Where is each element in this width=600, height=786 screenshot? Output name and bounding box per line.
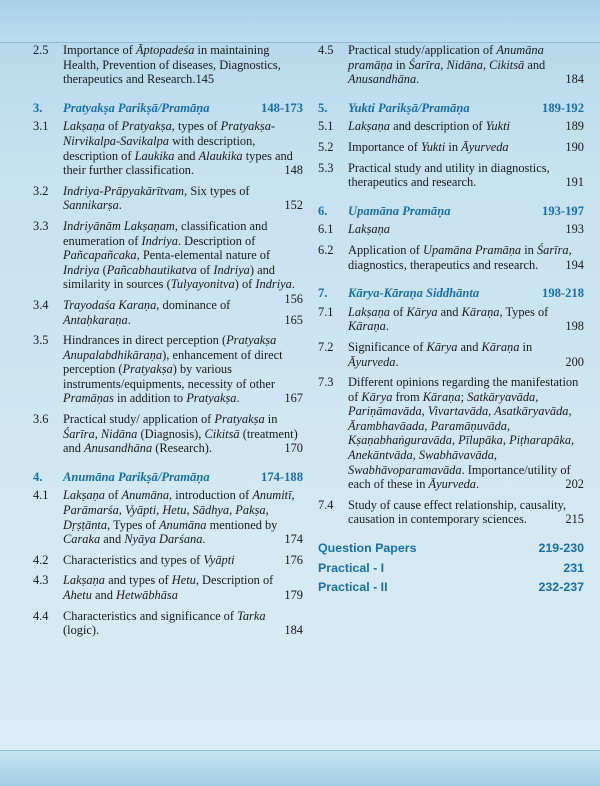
- entry-text-part: Pramāṇas: [63, 391, 114, 406]
- extra-section-range: 232-237: [538, 580, 584, 595]
- entry-text-part: Antaḥkaraṇa: [63, 312, 128, 327]
- entry-page-number: 179: [284, 588, 303, 602]
- entry-page-number: 198: [565, 319, 584, 334]
- entry-text-part: and: [437, 304, 462, 319]
- entry-text-part: in maintaining Health, Prevention of diseases, Diagnostics, therapeutics and Research.145: [63, 43, 281, 87]
- entry-text-part: Pratyakṣa: [186, 391, 237, 406]
- top-band: [0, 0, 600, 42]
- entry-text: [63, 573, 303, 602]
- entry-text-part: Anumāna pramāṇa: [348, 43, 544, 72]
- section-number: 3.: [33, 100, 43, 115]
- entry-number: 6.2: [318, 242, 334, 257]
- entry-text-part: Importance of: [63, 43, 136, 57]
- contents-right-column: [318, 43, 584, 600]
- entry-number: 3.1: [33, 119, 49, 134]
- section-heading: [33, 101, 303, 116]
- entry-text-part: Kāraṇa: [348, 319, 386, 334]
- toc-entry: [33, 43, 303, 87]
- entry-text-part: mentioned by: [206, 517, 278, 532]
- entry-number: 6.1: [318, 222, 334, 237]
- entry-text-part: Indriya-Prāpyakārītvam: [63, 183, 185, 198]
- contents-left-column: [33, 43, 303, 644]
- entry-text-part: Indriya: [255, 277, 292, 292]
- entry-number: 7.2: [318, 339, 334, 354]
- entry-text-part: Anumāna: [158, 517, 207, 532]
- entry-page-number: 148: [284, 163, 303, 178]
- entry-text-part: Āyurveda: [428, 477, 476, 492]
- entry-text-part: Characteristics and types of: [63, 552, 204, 567]
- entry-text-part: Yukti: [485, 119, 511, 134]
- entry-text-part: Sannikarṣa: [63, 198, 119, 213]
- entry-text-part: Hetwābhāsa: [116, 588, 178, 602]
- entry-text-part: Hetu: [171, 573, 196, 588]
- entry-text-part: and description of: [390, 119, 486, 134]
- entry-text-part: and types of: [105, 573, 172, 588]
- extra-section-range: 219-230: [538, 541, 584, 556]
- entry-text-part: Pratyakṣa: [122, 362, 173, 377]
- entry-text-part: .: [236, 391, 240, 406]
- entry-text-part: .: [385, 319, 389, 334]
- entry-text-part: .: [395, 354, 399, 369]
- entry-text-part: , diagnostics, therapeutics and research.: [348, 242, 572, 272]
- entry-text-part: Indriya: [141, 233, 178, 248]
- entry-number: 4.3: [33, 573, 49, 588]
- entry-text-part: with description, description of: [63, 133, 256, 163]
- bottom-divider: [0, 750, 600, 751]
- entry-page-number: 189: [565, 119, 584, 134]
- toc-entry: [318, 222, 584, 237]
- entry-page-number: 191: [565, 175, 584, 190]
- entry-text: [63, 184, 303, 213]
- entry-text-part: Lakṣaṇa: [63, 573, 105, 588]
- entry-text-part: Śarīra: [536, 242, 569, 257]
- entry-text-part: . Importance/utility of each of these in: [348, 462, 571, 492]
- entry-page-number: 167: [284, 391, 303, 406]
- entry-text: [348, 305, 584, 334]
- section-title: Upamāna Pramāṇa: [348, 203, 451, 218]
- entry-text-part: Nyāya Darśana: [124, 532, 203, 547]
- entry-text-part: of: [390, 304, 407, 319]
- entry-text-part: Anusandhāna: [348, 72, 417, 87]
- entry-number: 3.6: [33, 412, 49, 427]
- entry-text-part: , Six types of: [184, 183, 250, 198]
- section-title: Pratyakṣa Parikṣā/Pramāṇa: [63, 100, 210, 115]
- entry-text-part: Application of: [348, 242, 424, 257]
- toc-entry: [33, 609, 303, 638]
- entry-page-number: 202: [565, 477, 584, 492]
- entry-text-part: Importance of: [348, 139, 421, 154]
- entry-text-part: in: [521, 242, 537, 257]
- entry-number: 3.5: [33, 333, 49, 348]
- entry-text-part: ) of: [234, 277, 256, 292]
- section-number: 6.: [318, 203, 328, 218]
- section-number: 7.: [318, 286, 328, 301]
- entry-text: [348, 243, 584, 272]
- entry-text-part: .: [127, 312, 131, 327]
- section-number: 4.: [33, 469, 43, 484]
- entry-text-part: Āyurveda: [348, 354, 396, 369]
- entry-text-part: , introduction of: [169, 488, 253, 503]
- entry-text-part: Practical study and utility in diagnostics, therapeutics and research.: [348, 160, 550, 190]
- toc-entry: [33, 553, 303, 568]
- entry-text-part: Ahetu: [63, 588, 92, 602]
- entry-page-number: 165: [284, 312, 303, 327]
- entry-text-part: Pratyakṣa: [214, 412, 265, 427]
- toc-entry: [318, 375, 584, 492]
- entry-text-part: in: [445, 139, 462, 154]
- entry-text-part: Indriya: [213, 262, 250, 277]
- entry-number: 3.4: [33, 297, 49, 312]
- entry-text-part: .: [476, 477, 480, 492]
- entry-text-part: Pratyakṣa: [121, 119, 172, 134]
- entry-text-part: Lakṣaṇa: [63, 119, 105, 134]
- entry-number: 3.3: [33, 218, 49, 233]
- entry-text: [63, 412, 303, 456]
- entry-text-part: , Description of: [195, 573, 274, 588]
- entry-text-part: and: [91, 588, 116, 602]
- entry-text-part: Āptopadeśa: [135, 43, 195, 57]
- entry-text-part: Pañcabhautikatva: [106, 262, 197, 277]
- entry-text-part: .: [291, 277, 295, 292]
- entry-text-part: Anumitī, Parāmarśa, Vyāpti, Hetu, Sādhya, Pakṣa, Dṛṣṭānta: [63, 488, 295, 532]
- entry-text-part: Lakṣaṇa: [63, 488, 105, 503]
- entry-text-part: Nidāna: [100, 426, 138, 441]
- entry-text-part: (Diagnosis),: [137, 426, 205, 441]
- entry-text-part: .: [202, 532, 206, 547]
- entry-text-part: Alaukika: [198, 148, 243, 163]
- entry-text-part: , Types of: [499, 304, 549, 319]
- section-title: Anumāna Parikṣā/Pramāṇa: [63, 469, 210, 484]
- entry-text-part: Kāraṇa: [461, 304, 500, 319]
- entry-text-part: Yukti: [420, 139, 446, 154]
- entry-number: 4.5: [318, 43, 334, 57]
- entry-text: [63, 609, 303, 638]
- entry-text-part: Tarka: [237, 608, 266, 623]
- entry-text-part: ,: [94, 426, 101, 441]
- entry-text-part: and: [174, 148, 199, 163]
- entry-text: [63, 43, 303, 87]
- entry-text-part: Anusandhāna: [84, 441, 153, 456]
- entry-text-part: Indriyānām Lakṣaṇam: [63, 218, 175, 233]
- entry-text-part: Pratyakṣa Anupalabdhikāraṇa: [63, 333, 277, 362]
- entry-text-part: Pañcapañcaka: [63, 248, 137, 263]
- entry-text: [63, 119, 303, 177]
- entry-text: [348, 498, 584, 527]
- entry-text-part: Tulyayonitva: [170, 277, 235, 292]
- entry-text-part: Āyurveda: [461, 139, 509, 154]
- entry-text-part: Pratyakṣa-Nirvikalpa-Savikalpa: [63, 119, 276, 148]
- entry-text-part: Lakṣaṇa: [348, 119, 390, 134]
- entry-number: 4.2: [33, 552, 49, 567]
- toc-entry: [33, 119, 303, 177]
- section-heading: [318, 101, 584, 116]
- entry-number: 5.3: [318, 160, 334, 175]
- entry-text-part: Practical study/ application of: [63, 412, 215, 427]
- entry-text-part: Practical study/application of: [348, 43, 497, 57]
- entry-text-part: in: [264, 412, 278, 427]
- extra-section-label: Practical - I: [318, 560, 385, 575]
- entry-text-part: Different opinions regarding the manifestation of: [348, 375, 579, 404]
- entry-text-part: Satkāryavāda, Pariṇāmavāda, Vivartavāda, Asatkāryavāda, Ārambhavāada, Paramāṇuvāda, Kṣaṇabhaṅguravāda, Pīlupāka, Piṭharapāka, Anekāntvāda, Swabhāvavāda, Swabhāvoparamavāda: [348, 389, 575, 477]
- section-page-range: 193-197: [542, 203, 584, 218]
- entry-text: [348, 340, 584, 369]
- toc-entry: [318, 161, 584, 190]
- entry-text: [63, 333, 303, 406]
- toc-entry: [33, 184, 303, 213]
- toc-entry: [318, 498, 584, 527]
- entry-text-part: , Types of: [107, 517, 159, 532]
- section-heading: [318, 286, 584, 301]
- entry-text-part: of: [196, 262, 214, 277]
- entry-text-part: (logic).: [63, 623, 100, 638]
- extra-section-label: Practical - II: [318, 580, 388, 595]
- entry-text-part: Cikitsā: [204, 426, 240, 441]
- section-number: 5.: [318, 100, 328, 115]
- entry-text-part: Characteristics and significance of: [63, 608, 238, 623]
- bottom-band: [0, 750, 600, 786]
- entry-number: 4.1: [33, 488, 49, 503]
- entry-text-part: Significance of: [348, 339, 427, 354]
- entry-page-number: 193: [565, 222, 584, 237]
- extra-section-range: 231: [563, 560, 584, 575]
- entry-text-part: Study of cause effect relationship, causality, causation in contemporary sciences.: [348, 497, 567, 527]
- entry-text-part: Śarīra: [63, 426, 95, 441]
- entry-text: [348, 222, 584, 237]
- entry-text-part: from: [392, 389, 423, 404]
- extra-sections: [318, 541, 584, 595]
- entry-text-part: (: [99, 262, 107, 277]
- entry-text: [348, 161, 584, 190]
- entry-text-part: and: [100, 532, 125, 547]
- entry-text-part: (Research).: [152, 441, 213, 456]
- entry-text-part: Kārya: [406, 304, 438, 319]
- entry-text: [63, 298, 303, 327]
- toc-entry: [318, 140, 584, 155]
- extra-section-row: [318, 561, 584, 576]
- entry-text-part: Indriya: [63, 262, 100, 277]
- entry-text-part: and: [524, 57, 546, 72]
- entry-text-part: , classification and enumeration of: [63, 218, 268, 248]
- entry-number: 5.1: [318, 119, 334, 134]
- section-title: Kārya-Kāraṇa Siddhānta: [348, 286, 480, 301]
- entry-text-part: Kārya: [426, 339, 458, 354]
- entry-page-number: 184: [565, 72, 584, 87]
- entry-text-part: Hindrances in direct perception (: [63, 333, 227, 348]
- entry-number: 4.4: [33, 608, 49, 623]
- entry-text-part: ) by various instruments/equipments, necessity of other: [63, 362, 275, 391]
- entry-text-part: , Penta-elemental nature of: [136, 248, 271, 263]
- entry-text-part: (treatment) and: [63, 426, 298, 456]
- toc-entry: [33, 488, 303, 546]
- extra-section-row: [318, 580, 584, 595]
- entry-text-part: of: [105, 488, 122, 503]
- entry-text-part: Lakṣaṇa: [348, 222, 390, 237]
- toc-entry: [33, 573, 303, 602]
- entry-number: 2.5: [33, 43, 49, 57]
- entry-text-part: in addition to: [113, 391, 187, 406]
- entry-text-part: Trayodaśa Karaṇa: [63, 297, 157, 312]
- section-page-range: 174-188: [261, 469, 303, 484]
- entry-text-part: .: [118, 198, 122, 213]
- entry-number: 7.4: [318, 497, 334, 512]
- toc-entry: [318, 43, 584, 87]
- entry-number: 7.1: [318, 304, 334, 319]
- entry-text-part: Śarīra, Nidāna, Cikitsā: [408, 57, 525, 72]
- entry-text-part: Upamāna Pramāṇa: [423, 242, 522, 257]
- section-heading: [318, 204, 584, 219]
- entry-text: [63, 553, 303, 568]
- entry-text-part: , dominance of: [156, 297, 231, 312]
- entry-page-number: 215: [565, 512, 584, 527]
- entry-text: [63, 488, 303, 546]
- entry-page-number: 174: [284, 532, 303, 547]
- entry-text-part: Laukika: [134, 148, 175, 163]
- entry-text-part: Anumāna: [121, 488, 170, 503]
- section-heading: [33, 470, 303, 485]
- entry-text: [348, 375, 584, 492]
- right-entries: [318, 43, 584, 527]
- toc-entry: [318, 119, 584, 134]
- entry-text-part: Caraka: [63, 532, 101, 547]
- entry-text-part: ) and similarity in sources (: [63, 262, 276, 292]
- entry-number: 7.3: [318, 375, 334, 390]
- entry-number: 3.2: [33, 183, 49, 198]
- entry-text-part: in: [519, 339, 533, 354]
- entry-page-number: 190: [565, 139, 584, 154]
- entry-text-part: Lakṣaṇa: [348, 304, 390, 319]
- toc-entry: [318, 340, 584, 369]
- toc-entry: [318, 305, 584, 334]
- entry-text-part: of: [105, 119, 122, 134]
- entry-page-number: 152: [284, 198, 303, 213]
- extra-section-label: Question Papers: [318, 541, 417, 556]
- entry-text: [348, 140, 584, 155]
- entry-page-number: 194: [565, 257, 584, 272]
- entry-page-number: 184: [284, 623, 303, 638]
- entry-text-part: Kāraṇa: [481, 339, 520, 354]
- entry-text-part: , types of: [171, 119, 221, 134]
- toc-entry: [33, 298, 303, 327]
- entry-text-part: ), enhancement of direct perception (: [63, 347, 283, 377]
- entry-text: [348, 43, 584, 87]
- extra-section-row: [318, 541, 584, 556]
- toc-entry: [318, 243, 584, 272]
- section-page-range: 148-173: [261, 100, 303, 115]
- entry-text-part: types and their further classification.: [63, 148, 293, 178]
- entry-number: 5.2: [318, 139, 334, 154]
- entry-text-part: Kārya: [361, 389, 393, 404]
- entry-text-part: ;: [460, 389, 468, 404]
- entry-page-number: 156: [284, 291, 303, 306]
- entry-text: [348, 119, 584, 134]
- section-title: Yukti Parikṣā/Pramāṇa: [348, 100, 470, 115]
- entry-page-number: 200: [565, 354, 584, 369]
- entry-text-part: .: [416, 72, 420, 87]
- section-page-range: 189-192: [542, 100, 584, 115]
- section-page-range: 198-218: [542, 286, 584, 301]
- toc-entry: [33, 412, 303, 456]
- entry-text-part: in: [392, 57, 409, 72]
- entry-page-number: 170: [284, 441, 303, 456]
- entry-text-part: Kāraṇa: [422, 389, 461, 404]
- entry-page-number: 176: [284, 552, 303, 567]
- toc-entry: [33, 333, 303, 406]
- entry-text-part: . Description of: [177, 233, 256, 248]
- entry-text-part: Vyāpti: [203, 552, 235, 567]
- entry-text-part: and: [457, 339, 482, 354]
